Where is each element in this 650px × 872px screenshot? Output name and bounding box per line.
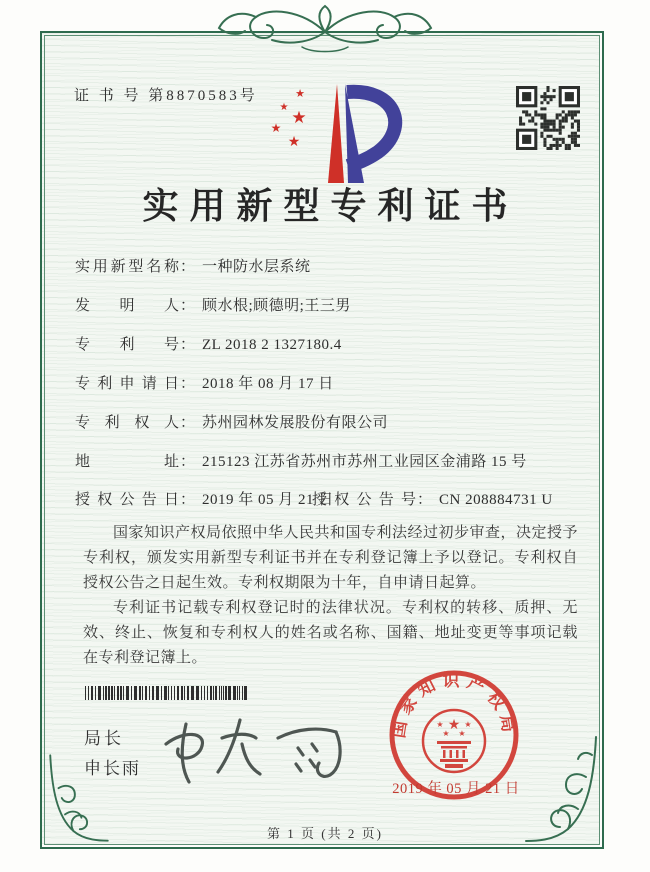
legal-paragraph: 国家知识产权局依照中华人民共和国专利法经过初步审查，决定授予专利权，颁发实用新型专利证书并在专利登记簿上予以登记。专利权自授权公告之日起生效。专利权期限为十年，自申请日起算。 [83, 525, 579, 591]
qr-code [516, 86, 580, 150]
field-grant-date: 授权公告日： 2019 年 05 月 21 日 [75, 492, 334, 508]
field-patentee: 专利权人： 苏州园林发展股份有限公司 [75, 415, 389, 431]
certificate-title: 实用新型专利证书 [142, 186, 519, 226]
field-patent-number: 专利号： ZL 2018 2 1327180.4 [75, 337, 342, 353]
top-border-ornament-icon [212, 3, 438, 57]
commissioner-name: 申长雨 [84, 759, 141, 778]
svg-text:★: ★ [436, 720, 444, 729]
svg-text:★: ★ [279, 102, 289, 113]
svg-text:★: ★ [442, 729, 450, 738]
field-grant-number: 授权公告号： CN 208884731 U [312, 492, 553, 508]
page-number: 第 1 页 (共 2 页) [267, 826, 383, 841]
svg-text:★: ★ [287, 135, 301, 150]
seal-text: 国家知识产权局 [388, 671, 520, 740]
commissioner-signature [152, 708, 352, 803]
svg-text:★: ★ [295, 88, 305, 100]
svg-text:★: ★ [291, 108, 307, 127]
svg-text:★: ★ [270, 121, 282, 135]
svg-text:★: ★ [447, 718, 461, 733]
field-address: 地址： 215123 江苏省苏州市苏州工业园区金浦路 15 号 [75, 454, 527, 470]
barcode [85, 686, 250, 700]
svg-text:★: ★ [458, 729, 466, 738]
field-utility-model-name: 实用新型名称： 一种防水层系统 [75, 259, 311, 275]
certificate-number: 证 书 号 第8870583号 [74, 88, 258, 104]
cnipa-logo-icon [250, 76, 410, 188]
svg-text:★: ★ [464, 720, 472, 729]
legal-paragraph: 专利证书记载专利权登记时的法律状况。专利权的转移、质押、无效、终止、恢复和专利权人的姓名或名称、国籍、地址变更等事项记载在专利登记簿上。 [83, 600, 578, 666]
national-emblem-icon [423, 710, 485, 772]
legal-text [83, 521, 578, 671]
field-filing-date: 专利申请日： 2018 年 08 月 17 日 [75, 376, 334, 392]
field-inventor: 发明人： 顾水根;顾德明;王三男 [75, 298, 351, 314]
commissioner-title: 局长 [84, 729, 124, 748]
seal-date: 2019 年 05 月 21 日 [392, 781, 520, 797]
